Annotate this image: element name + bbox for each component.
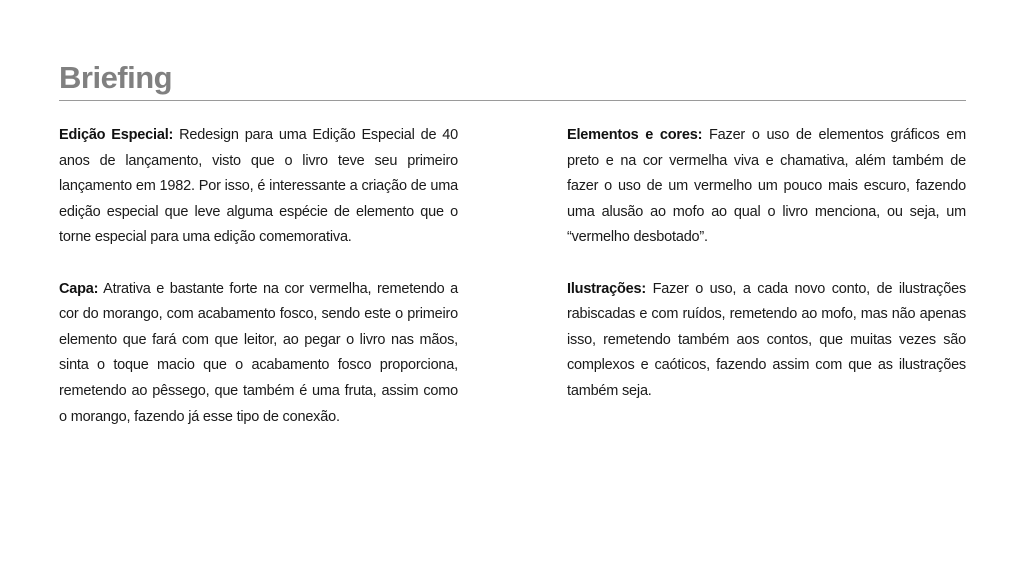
paragraph-label: Capa: bbox=[59, 280, 99, 297]
paragraph-capa bbox=[59, 277, 458, 431]
paragraph-text: Redesign para uma Edição Especial de 40 anos de lançamento, visto que o livro teve seu primeiro lançamento em 1982. Por isso, é interessante a criação de uma edição especial que leve alguma espécie de elemento que o torne especial para uma edição comemorativa. bbox=[59, 127, 458, 246]
paragraph-text: Atrativa e bastante forte na cor vermelha, remetendo a cor do morango, com acabamento fosco, sendo este o primeiro elemento que fará com que leitor, ao pegar o livro nas mãos, sinta o toque macio que o acabamento fosco proporciona, remetendo ao pêssego, que também é uma fruta, assim como o morango, fazendo já esse tipo de conexão. bbox=[59, 280, 458, 425]
paragraph-elementos-cores bbox=[567, 123, 966, 251]
left-column bbox=[59, 123, 458, 456]
paragraph-ilustracoes bbox=[567, 277, 966, 405]
paragraph-label: Ilustrações: bbox=[567, 280, 646, 297]
page-title: Briefing bbox=[59, 60, 173, 95]
paragraph-text: Fazer o uso de elementos gráficos em preto e na cor vermelha viva e chamativa, além também de fazer o uso de um vermelho um pouco mais escuro, fazendo uma alusão ao mofo ao qual o livro menciona, ou seja, um “vermelho desbotado”. bbox=[567, 127, 966, 246]
paragraph-label: Edição Especial: bbox=[59, 127, 174, 143]
paragraph-edicao-especial bbox=[59, 123, 458, 251]
title-divider bbox=[59, 100, 966, 101]
right-column bbox=[567, 123, 966, 430]
paragraph-label: Elementos e cores: bbox=[567, 127, 703, 143]
paragraph-text: Fazer o uso, a cada novo conto, de ilustrações rabiscadas e com ruídos, remetendo ao mofo, mas não apenas isso, remetendo também aos contos, que muitas vezes são complexos e caóticos, fazendo assim com que as ilustrações também seja. bbox=[567, 280, 966, 399]
